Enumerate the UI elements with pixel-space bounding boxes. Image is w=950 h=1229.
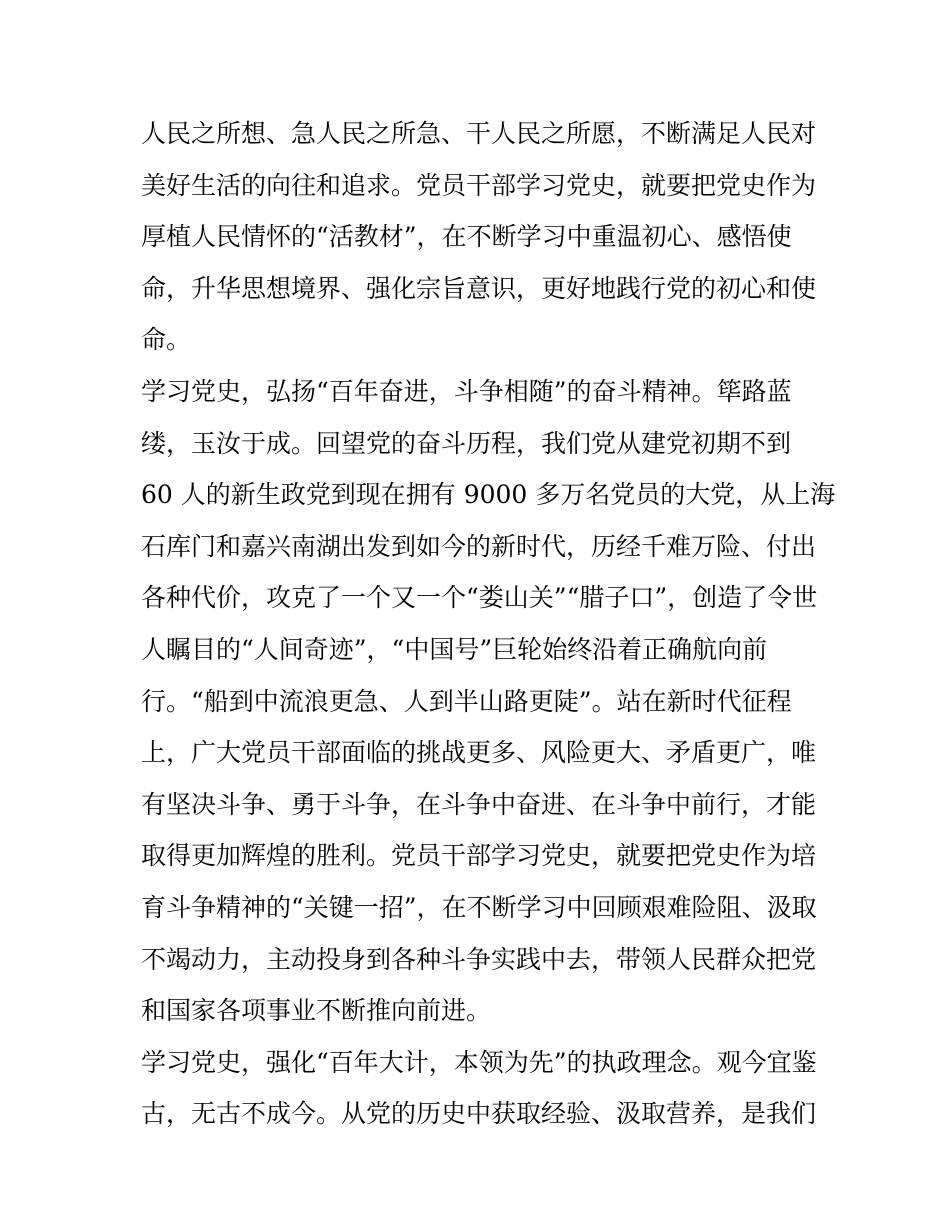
text-line: 学习党史，强化“百年大计，本领为先”的执政理念。观今宜鉴 <box>141 1047 817 1077</box>
text-line: 行。“船到中流浪更急、人到半山路更陡”。站在新时代征程 <box>141 686 792 716</box>
text-line: 60 人的新生政党到现在拥有 9000 多万名党员的大党，从上海 <box>141 480 836 510</box>
text-line: 命。 <box>141 325 192 355</box>
text-line: 学习党史，弘扬“百年奋进，斗争相随”的奋斗精神。筚路蓝 <box>141 376 792 406</box>
text-line: 上，广大党员干部面临的挑战更多、风险更大、矛盾更广，唯 <box>141 738 817 768</box>
text-line: 命，升华思想境界、强化宗旨意识，更好地践行党的初心和使 <box>141 273 817 303</box>
text-line: 有坚决斗争、勇于斗争，在斗争中奋进、在斗争中前行，才能 <box>141 789 817 819</box>
text-line: 厚植人民情怀的“活教材”，在不断学习中重温初心、感悟使 <box>141 222 792 252</box>
text-line: 人民之所想、急人民之所急、干人民之所愿，不断满足人民对 <box>141 119 817 148</box>
text-line: 美好生活的向往和追求。党员干部学习党史，就要把党史作为 <box>141 170 817 200</box>
text-line: 石库门和嘉兴南湖出发到如今的新时代，历经千难万险、付出 <box>141 531 817 561</box>
text-line: 育斗争精神的“关键一招”，在不断学习中回顾艰难险阻、汲取 <box>141 892 817 922</box>
text-line: 人瞩目的“人间奇迹”，“中国号”巨轮始终沿着正确航向前 <box>141 634 768 664</box>
text-line: 各种代价，攻克了一个又一个“娄山关”“腊子口”，创造了令世 <box>141 583 818 613</box>
text-line: 和国家各项事业不断推向前进。 <box>141 996 492 1026</box>
text-line: 不竭动力，主动投身到各种斗争实践中去，带领人民群众把党 <box>141 944 817 974</box>
text-line: 缕，玉汝于成。回望党的奋斗历程，我们党从建党初期不到 <box>141 428 792 458</box>
body-text <box>141 108 836 1140</box>
text-line: 古，无古不成今。从党的历史中获取经验、汲取营养，是我们 <box>141 1099 817 1129</box>
text-line: 取得更加辉煌的胜利。党员干部学习党史，就要把党史作为培 <box>141 841 817 871</box>
